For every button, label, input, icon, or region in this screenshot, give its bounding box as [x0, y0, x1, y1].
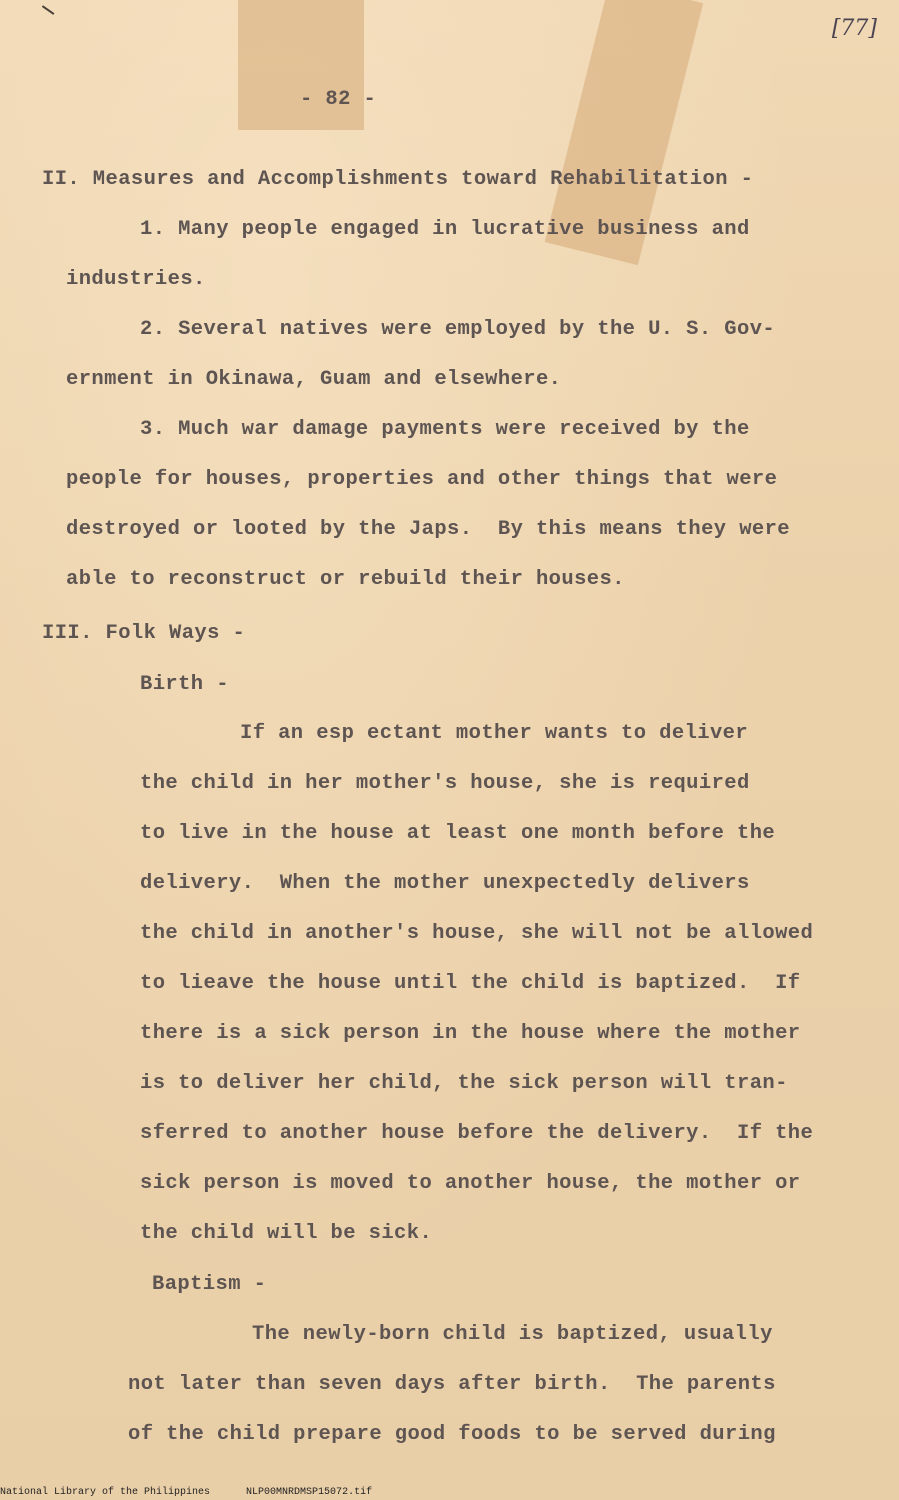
- text-line: not later than seven days after birth. The parents: [128, 1373, 776, 1396]
- text-line: destroyed or looted by the Japs. By this means they were: [66, 518, 791, 541]
- section-heading: III. Folk Ways -: [42, 622, 246, 645]
- subheading: Baptism -: [152, 1273, 267, 1296]
- footer-file-id: NLP00MNRDMSP15072.tif: [246, 1487, 373, 1498]
- scan-footer: [0, 1487, 408, 1498]
- text-line: industries.: [66, 268, 206, 291]
- text-line: to lieave the house until the child is baptized. If: [140, 972, 801, 995]
- text-line: is to deliver her child, the sick person will tran-: [140, 1072, 788, 1095]
- archive-number: [77]: [831, 16, 877, 41]
- text-line: ernment in Okinawa, Guam and elsewhere.: [66, 368, 562, 391]
- text-line: to live in the house at least one month before the: [140, 822, 776, 845]
- page-number: - 82 -: [300, 88, 377, 111]
- text-line: 2. Several natives were employed by the U. S. Gov-: [140, 318, 776, 341]
- text-line: the child will be sick.: [140, 1222, 433, 1245]
- text-line: there is a sick person in the house where the mother: [140, 1022, 801, 1045]
- text-line: 1. Many people engaged in lucrative business and: [140, 218, 750, 241]
- subheading: Birth -: [140, 673, 229, 696]
- text-line: 3. Much war damage payments were received by the: [140, 418, 750, 441]
- text-line: sick person is moved to another house, the mother or: [140, 1172, 801, 1195]
- text-line: the child in her mother's house, she is required: [140, 772, 750, 795]
- corner-mark: [42, 0, 60, 15]
- text-line: the child in another's house, she will not be allowed: [140, 922, 814, 945]
- text-line: people for houses, properties and other things that were: [66, 468, 778, 491]
- footer-institution: National Library of the Philippines: [0, 1487, 211, 1498]
- text-line: sferred to another house before the delivery. If the: [140, 1122, 814, 1145]
- text-line: The newly-born child is baptized, usually: [252, 1323, 773, 1346]
- text-line: of the child prepare good foods to be served during: [128, 1423, 776, 1446]
- section-heading: II. Measures and Accomplishments toward Rehabilitation -: [42, 168, 754, 191]
- text-line: delivery. When the mother unexpectedly delivers: [140, 872, 750, 895]
- text-line: able to reconstruct or rebuild their houses.: [66, 568, 625, 591]
- text-line: If an esp ectant mother wants to deliver: [240, 722, 749, 745]
